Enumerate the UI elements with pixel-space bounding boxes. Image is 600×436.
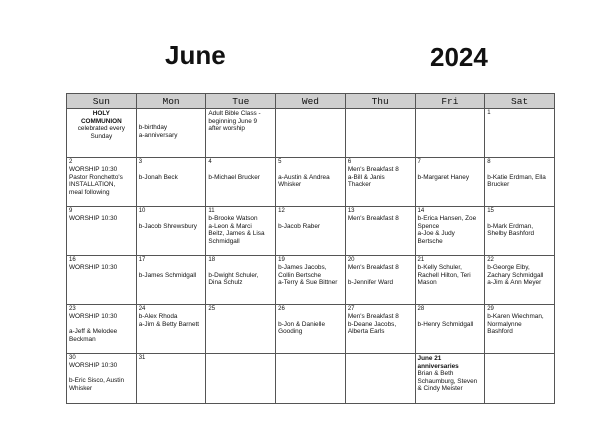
- day-cell: [276, 305, 346, 354]
- day-cell: [206, 256, 276, 305]
- weekday-sun: Sun: [67, 94, 137, 109]
- day-cell: [415, 158, 485, 207]
- day-cell: [67, 158, 137, 207]
- weekday-fri: Fri: [415, 94, 485, 109]
- day-cell: [276, 109, 346, 158]
- event-text: Adult Bible Class - beginning June 9 after worship: [208, 110, 261, 132]
- anniversary-heading: anniversaries: [417, 362, 459, 370]
- event-text: b-Katie Erdman, Ella Brucker: [487, 173, 546, 188]
- week-row: [67, 354, 555, 404]
- event-text: celebrated every Sunday: [77, 125, 125, 140]
- week-row: [67, 207, 555, 256]
- day-cell: [206, 158, 276, 207]
- date-number: 10: [138, 208, 146, 214]
- year-title: 2024: [430, 42, 488, 72]
- date-number: 5: [278, 159, 282, 165]
- date-number: 12: [278, 208, 285, 214]
- date-number: 3: [138, 159, 143, 165]
- event-text: COMMUNION: [80, 117, 122, 125]
- weekday-tue: Tue: [206, 94, 276, 109]
- weekday-thu: Thu: [345, 94, 415, 109]
- event-text: Men's Breakfast 8 b-Jennifer Ward: [347, 264, 399, 286]
- date-number: 16: [69, 257, 76, 263]
- date-number: 1: [487, 110, 491, 116]
- day-cell: [276, 354, 346, 404]
- event-text: Men's Breakfast 8 a-Bill & Janis Thacker: [347, 166, 399, 188]
- date-number: 4: [208, 159, 212, 165]
- week-row: [67, 256, 555, 305]
- event-text: WORSHIP 10:30: [69, 215, 118, 222]
- date-number: 29: [487, 306, 494, 312]
- month-title: June: [165, 40, 226, 70]
- event-text: b-James Schmidgall: [138, 271, 197, 279]
- event-text: b-Margaret Haney: [417, 173, 470, 181]
- event-text: a-Austin & Andrea Whisker: [278, 173, 330, 188]
- date-number: 27: [347, 306, 355, 312]
- date-number: 7: [417, 159, 421, 165]
- date-number: 2: [69, 159, 73, 165]
- day-cell: [485, 354, 555, 404]
- day-cell: [345, 109, 415, 158]
- day-cell: [67, 354, 137, 404]
- day-cell: [415, 256, 485, 305]
- event-text: Brian & Beth Schaumburg, Steven & Cindy Meister: [417, 370, 478, 392]
- event-text: b-Kelly Schuler, Rachell Hilton, Teri Mason: [417, 264, 471, 286]
- day-cell: [67, 207, 137, 256]
- day-cell: [485, 256, 555, 305]
- day-cell: [345, 305, 415, 354]
- anniversary-heading: June 21: [417, 355, 442, 362]
- event-text: WORSHIP 10:30 b-Eric Sisco, Austin Whisker: [69, 362, 125, 392]
- event-text: HOLY: [92, 110, 110, 117]
- event-text: b-Jon & Danielle Gooding: [278, 320, 326, 335]
- event-text: b-Henry Schmidgall: [417, 320, 474, 328]
- day-cell: [136, 354, 206, 404]
- day-cell: [415, 109, 485, 158]
- week-row: [67, 109, 555, 158]
- day-cell: [485, 207, 555, 256]
- date-number: 17: [138, 257, 146, 263]
- date-number: 25: [208, 306, 216, 312]
- day-cell: [345, 207, 415, 256]
- day-cell: [206, 207, 276, 256]
- date-number: 30: [69, 355, 76, 361]
- day-cell: [136, 158, 206, 207]
- event-text: b-Michael Brucker: [208, 173, 260, 181]
- event-text: b-Erica Hansen, Zoe Spence a-Joe & Judy Bertsche: [417, 215, 477, 245]
- event-text: Men's Breakfast 8 b-Deane Jacobs, Alberta Earls: [347, 313, 399, 335]
- day-cell: [206, 354, 276, 404]
- day-cell: [485, 305, 555, 354]
- event-text: b-Brooke Watson a-Leon & Marci Beitz, James & Lisa Schmidgall: [208, 215, 265, 245]
- event-text: b-James Jacobs, Collin Bertsche a-Terry & Sue Bittner: [278, 264, 338, 286]
- date-number: 31: [138, 355, 146, 361]
- event-text: b-Karen Wiechman, Normalynne Bashford: [487, 313, 544, 335]
- legend-text: b-birthday a-anniversary: [138, 124, 178, 139]
- event-text: b-Jonah Beck: [138, 173, 178, 181]
- event-text: b-Jacob Shrewsbury: [138, 222, 197, 230]
- day-cell: [136, 305, 206, 354]
- week-row: [67, 158, 555, 207]
- event-text: b-Mark Erdman, Shelby Bashford: [487, 222, 535, 237]
- day-cell: [206, 305, 276, 354]
- day-cell: [67, 109, 137, 158]
- weekday-wed: Wed: [276, 94, 346, 109]
- day-cell: [485, 109, 555, 158]
- date-number: 20: [347, 257, 355, 263]
- day-cell: [485, 158, 555, 207]
- day-cell: [345, 158, 415, 207]
- day-cell: [276, 256, 346, 305]
- day-cell: [276, 158, 346, 207]
- date-number: 26: [278, 306, 285, 312]
- calendar-grid: [66, 93, 555, 404]
- week-row: [67, 305, 555, 354]
- day-cell: [415, 207, 485, 256]
- date-number: 11: [208, 208, 215, 214]
- event-text: Men's Breakfast 8: [347, 215, 399, 222]
- event-text: b-Jacob Raber: [278, 222, 321, 230]
- date-number: 9: [69, 208, 73, 214]
- event-text: b-Alex Rhoda a-Jim & Betty Barnett: [138, 313, 200, 328]
- day-cell: [206, 109, 276, 158]
- date-number: 6: [347, 159, 352, 165]
- weekday-header-row: [67, 94, 555, 109]
- date-number: 13: [347, 208, 355, 214]
- date-number: 19: [278, 257, 285, 263]
- day-cell: [136, 256, 206, 305]
- date-number: 28: [417, 306, 425, 312]
- event-text: b-George Elby, Zachary Schmidgall a-Jim & Ann Meyer: [487, 264, 544, 286]
- day-cell: [67, 256, 137, 305]
- date-number: 14: [417, 208, 425, 214]
- event-text: WORSHIP 10:30 Pastor Ronchetto's INSTALLATION, meal following: [69, 166, 123, 196]
- day-cell: [345, 256, 415, 305]
- event-text: b-Dwight Schuler, Dina Schulz: [208, 271, 259, 286]
- day-cell: [276, 207, 346, 256]
- date-number: 21: [417, 257, 425, 263]
- day-cell: [136, 109, 206, 158]
- day-cell: [136, 207, 206, 256]
- date-number: 8: [487, 159, 491, 165]
- date-number: 15: [487, 208, 494, 214]
- day-cell: [415, 354, 485, 404]
- weekday-mon: Mon: [136, 94, 206, 109]
- day-cell: [345, 354, 415, 404]
- day-cell: [415, 305, 485, 354]
- event-text: WORSHIP 10:30 a-Jeff & Melodee Beckman: [69, 313, 118, 343]
- date-number: 24: [138, 306, 146, 312]
- date-number: 18: [208, 257, 216, 263]
- day-cell: [67, 305, 137, 354]
- event-text: WORSHIP 10:30: [69, 264, 118, 271]
- date-number: 22: [487, 257, 494, 263]
- weekday-sat: Sat: [485, 94, 555, 109]
- date-number: 23: [69, 306, 76, 312]
